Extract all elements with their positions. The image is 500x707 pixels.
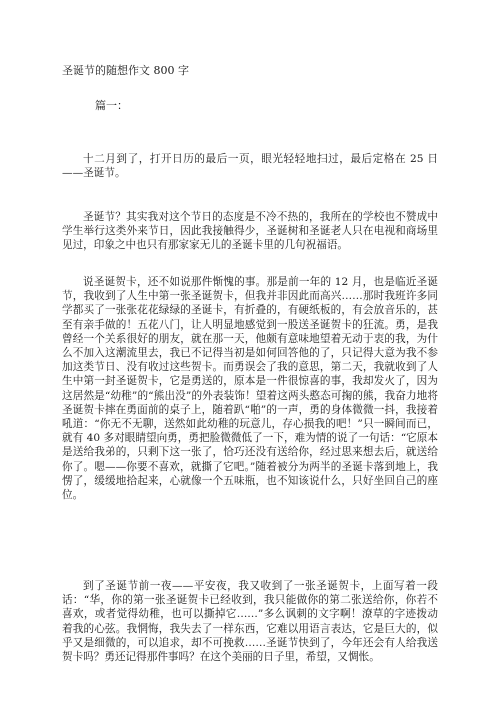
section-heading: 篇一： <box>95 99 128 112</box>
document-page <box>62 0 438 707</box>
document-title: 圣诞节的随想作文 800 字 <box>62 64 189 77</box>
paragraph-1: 十二月到了，打开日历的最后一页，眼光轻轻地扫过，最后定格在 25 日——圣诞节。 <box>62 153 438 180</box>
paragraph-2: 圣诞节？其实我对这个节日的态度是不冷不热的，我所在的学校也不赞成中学生举行这类外来节日，因此我接触得少，圣诞树和圣诞老人只在电视和商场里见过，印象之中也只有那家家无儿的圣诞卡里的几句祝福语。 <box>62 211 438 252</box>
paragraph-4: 到了圣诞节前一夜——平安夜，我又收到了一张圣诞贺卡，上面写着一段话：“华，你的第一张圣诞贺卡已经收到，我只能做你的第二张送给你，你若不喜欢，或者觉得幼稚，也可以撕掉它……”多么讽刺的文字啊！潦草的字迹拨动着我的心弦。我惘悔，我失去了一样东西，它难以用语言表达，它是巨大的，似乎又是细微的，可以追求，却不可挽救……圣诞节快到了，今年还会有人给我送贺卡吗？勇还记得那件事吗？在这个美丽的日子里，希望，又惆怅。 <box>62 580 438 664</box>
paragraph-3: 说圣诞贺卡，还不如说那件惭愧的事。那是前一年的 12 月，也是临近圣诞节，我收到了人生中第一张圣诞贺卡，但我并非因此而高兴……那时我班许多同学都买了一张张花花绿绿的圣诞卡，有折叠的，有硬纸板的，有会放音乐的，甚至有亲手做的！五花八门，让人明显地感觉到一股送圣诞贺卡的狂流。勇，是我曾经一个关系很好的朋友，就在那一天，他颇有意味地望着无动于衷的我，为什么不加入这潮流里去，我已不记得当初是如何回答他的了，只记得大意为我不参加这类节日、没有收过这些贺卡。而勇误会了我的意思，第二天，我就收到了人生中第一封圣诞贺卡，它是勇送的，原本是一件很惊喜的事，我却发火了，因为这居然是“幼稚”的“熊出没”的外表装饰！望着这两头憨态可掬的熊，我奋力地将圣诞贺卡摔在勇面前的桌子上，随着趴“啪”的一声，勇的身体微微一抖，我接着吼道：“你无不无聊，送然如此幼稚的玩意儿，存心损我的吧！”只一瞬间而已，就有 40 多对眼睛望向勇，勇把脸微微低了一下，难为情的说了一句话：“它原本是送给我弟的，只剩下这一张了，恰巧还没有送给你，经过思来想去后，就送给你了。嗯——你要不喜欢，就撕了它吧。”随着被分为两半的圣诞卡落到地上，我愣了，缓缓地拾起来，心就像一个五味瓶，也不知该说什么，只好坐回自己的座位。 <box>62 276 438 502</box>
